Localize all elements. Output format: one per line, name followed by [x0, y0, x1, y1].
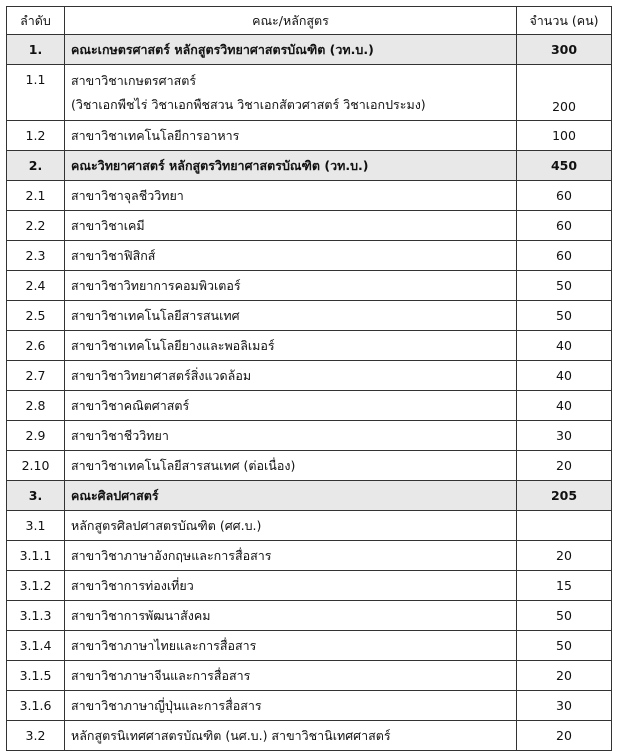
table-row: [7, 571, 612, 601]
row-count: 200: [517, 65, 612, 121]
table-row: [7, 451, 612, 481]
row-name-line1: สาขาวิชาเกษตรศาสตร์: [71, 72, 197, 88]
row-count: [517, 511, 612, 541]
row-no: 3.1.5: [7, 661, 65, 691]
row-count: 100: [517, 121, 612, 151]
row-name: คณะเกษตรศาสตร์ หลักสูตรวิทยาศาสตรบัณฑิต (วท.บ.): [65, 35, 517, 65]
row-no: 2.8: [7, 391, 65, 421]
row-count: 40: [517, 361, 612, 391]
header-name: คณะ/หลักสูตร: [65, 7, 517, 35]
table-row: [7, 331, 612, 361]
row-count: 60: [517, 241, 612, 271]
row-no: 3.: [7, 481, 65, 511]
row-name: สาขาวิชาภาษาไทยและการสื่อสาร: [65, 631, 517, 661]
row-name: คณะวิทยาศาสตร์ หลักสูตรวิทยาศาสตรบัณฑิต (วท.บ.): [65, 151, 517, 181]
row-no: 1.: [7, 35, 65, 65]
row-name: สาขาวิชาจุลชีววิทยา: [65, 181, 517, 211]
row-name: สาขาวิชาเทคโนโลยีสารสนเทศ (ต่อเนื่อง): [65, 451, 517, 481]
row-name: สาขาวิชาภาษาอังกฤษและการสื่อสาร: [65, 541, 517, 571]
row-count: 60: [517, 211, 612, 241]
row-no: 2.7: [7, 361, 65, 391]
row-name: สาขาวิชาวิทยาศาสตร์สิ่งแวดล้อม: [65, 361, 517, 391]
header-count: จำนวน (คน): [517, 7, 612, 35]
table-row: [7, 301, 612, 331]
row-no: 3.1: [7, 511, 65, 541]
row-count: 30: [517, 691, 612, 721]
row-count: 50: [517, 631, 612, 661]
row-count: 50: [517, 301, 612, 331]
table-row: [7, 271, 612, 301]
table-row-faculty-2: [7, 151, 612, 181]
table-header-row: [7, 7, 612, 35]
row-count: 20: [517, 541, 612, 571]
row-count: 300: [517, 35, 612, 65]
row-name: [65, 65, 517, 121]
row-name: หลักสูตรนิเทศศาสตรบัณฑิต (นศ.บ.) สาขาวิชานิเทศศาสตร์: [65, 721, 517, 751]
row-no: 2.4: [7, 271, 65, 301]
table-row: [7, 541, 612, 571]
row-no: 3.1.1: [7, 541, 65, 571]
row-name: คณะศิลปศาสตร์: [65, 481, 517, 511]
row-count: 20: [517, 451, 612, 481]
row-no: 3.1.6: [7, 691, 65, 721]
row-name: สาขาวิชาฟิสิกส์: [65, 241, 517, 271]
table-row-faculty-3: [7, 481, 612, 511]
row-no: 3.1.2: [7, 571, 65, 601]
row-count: 50: [517, 271, 612, 301]
table-row: [7, 361, 612, 391]
table-row-program: [7, 511, 612, 541]
table-row: [7, 65, 612, 121]
header-no: ลำดับ: [7, 7, 65, 35]
row-count: 450: [517, 151, 612, 181]
row-no: 2.6: [7, 331, 65, 361]
row-name: สาขาวิชาวิทยาการคอมพิวเตอร์: [65, 271, 517, 301]
row-count: 20: [517, 721, 612, 751]
table-row: [7, 601, 612, 631]
table-row: [7, 121, 612, 151]
table-row: [7, 631, 612, 661]
row-count: 40: [517, 331, 612, 361]
table-row: [7, 181, 612, 211]
row-no: 3.1.4: [7, 631, 65, 661]
row-name: สาขาวิชาเคมี: [65, 211, 517, 241]
row-no: 1.1: [7, 65, 65, 121]
row-name: สาขาวิชาภาษาญี่ปุ่นและการสื่อสาร: [65, 691, 517, 721]
row-count: 205: [517, 481, 612, 511]
row-count: 15: [517, 571, 612, 601]
row-count: 60: [517, 181, 612, 211]
table-row-faculty-1: [7, 35, 612, 65]
row-name-line2: (วิชาเอกพืชไร่ วิชาเอกพืชสวน วิชาเอกสัตวศาสตร์ วิชาเอกประมง): [71, 96, 426, 112]
row-count: 50: [517, 601, 612, 631]
table-row: [7, 721, 612, 751]
row-no: 2.5: [7, 301, 65, 331]
table-row: [7, 241, 612, 271]
row-no: 2.9: [7, 421, 65, 451]
row-count: 30: [517, 421, 612, 451]
row-no: 1.2: [7, 121, 65, 151]
row-name: สาขาวิชาเทคโนโลยีการอาหาร: [65, 121, 517, 151]
table-row: [7, 421, 612, 451]
row-count: 20: [517, 661, 612, 691]
table-row: [7, 661, 612, 691]
row-no: 3.1.3: [7, 601, 65, 631]
table-row: [7, 211, 612, 241]
table-row: [7, 391, 612, 421]
row-name: สาขาวิชาการท่องเที่ยว: [65, 571, 517, 601]
row-no: 2.3: [7, 241, 65, 271]
row-no: 2.1: [7, 181, 65, 211]
row-no: 3.2: [7, 721, 65, 751]
table-row: [7, 691, 612, 721]
enrollment-table: [6, 6, 612, 751]
row-no: 2.10: [7, 451, 65, 481]
row-name: สาขาวิชาเทคโนโลยีสารสนเทศ: [65, 301, 517, 331]
row-name: สาขาวิชาเทคโนโลยียางและพอลิเมอร์: [65, 331, 517, 361]
row-name: สาขาวิชาภาษาจีนและการสื่อสาร: [65, 661, 517, 691]
row-no: 2.: [7, 151, 65, 181]
row-name: หลักสูตรศิลปศาสตรบัณฑิต (ศศ.บ.): [65, 511, 517, 541]
row-name: สาขาวิชาคณิตศาสตร์: [65, 391, 517, 421]
row-name: สาขาวิชาการพัฒนาสังคม: [65, 601, 517, 631]
row-count: 40: [517, 391, 612, 421]
row-no: 2.2: [7, 211, 65, 241]
row-name: สาขาวิชาชีววิทยา: [65, 421, 517, 451]
